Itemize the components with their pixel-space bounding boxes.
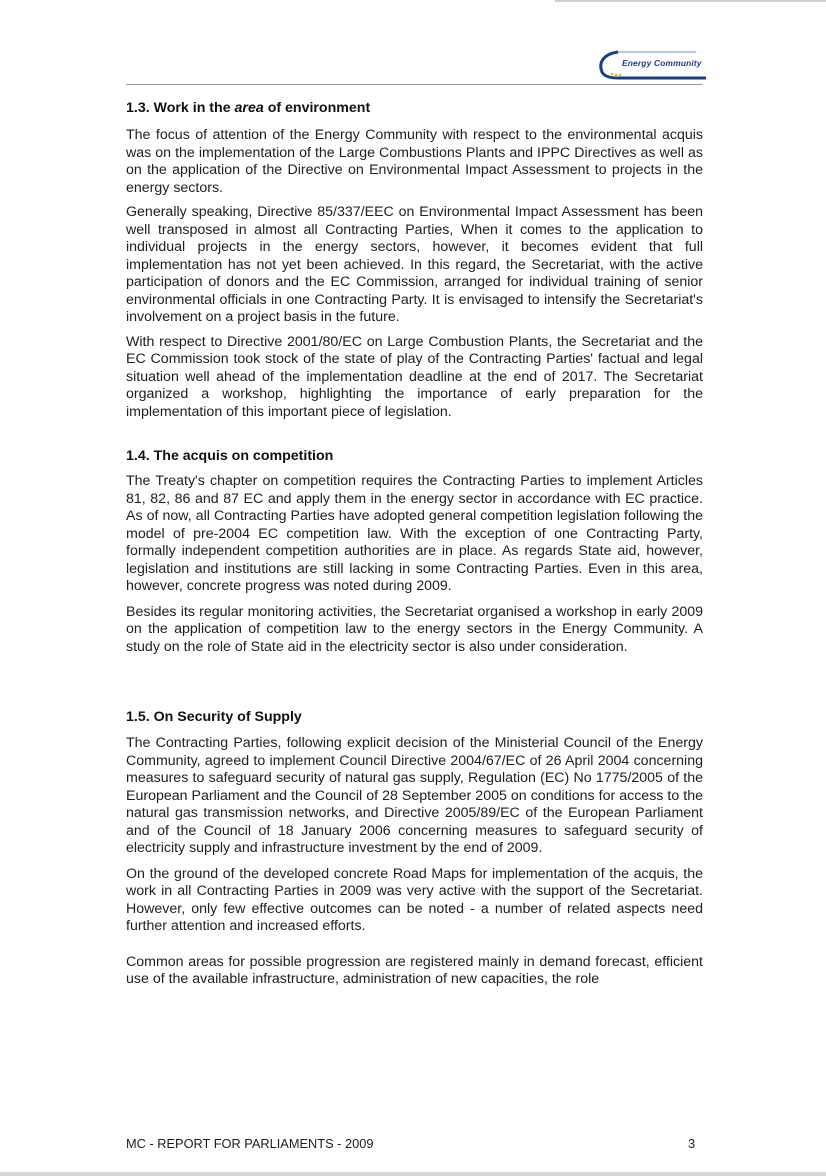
heading-emphasis: area [234, 100, 264, 116]
paragraph: The focus of attention of the Energy Community with respect to the environmental acquis was on the implementation of the Large Combustions Plants and IPPC Directives as well as on the application of the Directive on Environmental Impact Assessment to projects in the energy sectors. [126, 127, 703, 196]
scan-edge-top [555, 0, 826, 2]
scan-edge-bottom [0, 1172, 826, 1176]
section-heading-security-of-supply: 1.5. On Security of Supply [126, 709, 302, 725]
paragraph: Generally speaking, Directive 85/337/EEC on Environmental Impact Assessment has been well transposed in almost all Contracting Parties, When it comes to the application to individual projects in the energy sectors, however, it becomes evident that full implementation has not yet been achieved. In this regard, the Secretariat, with the active participation of donors and the EC Commission, arranged for individual training of senior environmental officials in one Contracting Party. It is envisaged to intensify the Secretariat's involvement on a project basis in the future. [126, 204, 703, 325]
heading-suffix: of environment [263, 100, 371, 116]
paragraph: Common areas for possible progression are registered mainly in demand forecast, efficient use of the available infrastructure, administration of new capacities, the role [126, 953, 703, 987]
page-number: 3 [688, 1136, 696, 1151]
header-rule [126, 84, 702, 85]
section-heading-environment [126, 97, 703, 119]
paragraph: The Contracting Parties, following explicit decision of the Ministerial Council of the Energy Community, agreed to implement Council Directive 2004/67/EC of 26 April 2004 concerning measures to safeguard security of natural gas supply, Regulation (EC) No 1775/2005 of the European Parliament and the Council of 28 September 2005 on conditions for access to the natural gas transmission networks, and Directive 2005/89/EC of the European Parliament and of the Council of 18 January 2006 concerning measures to safeguard security of electricity supply and infrastructure investment by the end of 2009. [126, 735, 703, 856]
paragraph: With respect to Directive 2001/80/EC on Large Combustion Plants, the Secretariat and the EC Commission took stock of the state of play of the Contracting Parties' factual and legal situation well ahead of the implementation deadline at the end of 2017. The Secretariat organized a workshop, highlighting the importance of early preparation for the implementation of this important piece of legislation. [126, 333, 703, 420]
heading-prefix: 1.3. Work in the [126, 100, 235, 116]
energy-community-logo [596, 48, 706, 82]
paragraph: The Treaty's chapter on competition requires the Contracting Parties to implement Articles 81, 82, 86 and 87 EC and apply them in the energy sector in accordance with EC practice. As of now, all Contracting Parties have adopted general competition legislation following the model of pre-2004 EC competition law. With the exception of one Contracting Party, formally independent competition authorities are in place. As regards State aid, however, legislation and institutions are still lacking in some Contracting Parties. Even in this area, however, concrete progress was noted during 2009. [126, 473, 703, 594]
logo-text: Energy Community [622, 58, 702, 68]
footer-title: MC - REPORT FOR PARLIAMENTS - 2009 [126, 1136, 374, 1151]
main-content [126, 96, 703, 989]
paragraph: Besides its regular monitoring activities, the Secretariat organised a workshop in early 2009 on the application of competition law to the energy sectors in the Energy Community. A study on the role of State aid in the electricity sector is also under consideration. [126, 603, 703, 655]
paragraph: On the ground of the developed concrete Road Maps for implementation of the acquis, the work in all Contracting Parties in 2009 was very active with the support of the Secretariat. However, only few effective outcomes can be noted - a number of related aspects need further attention and increased efforts. [126, 865, 703, 934]
section-heading-competition: 1.4. The acquis on competition [126, 448, 334, 464]
